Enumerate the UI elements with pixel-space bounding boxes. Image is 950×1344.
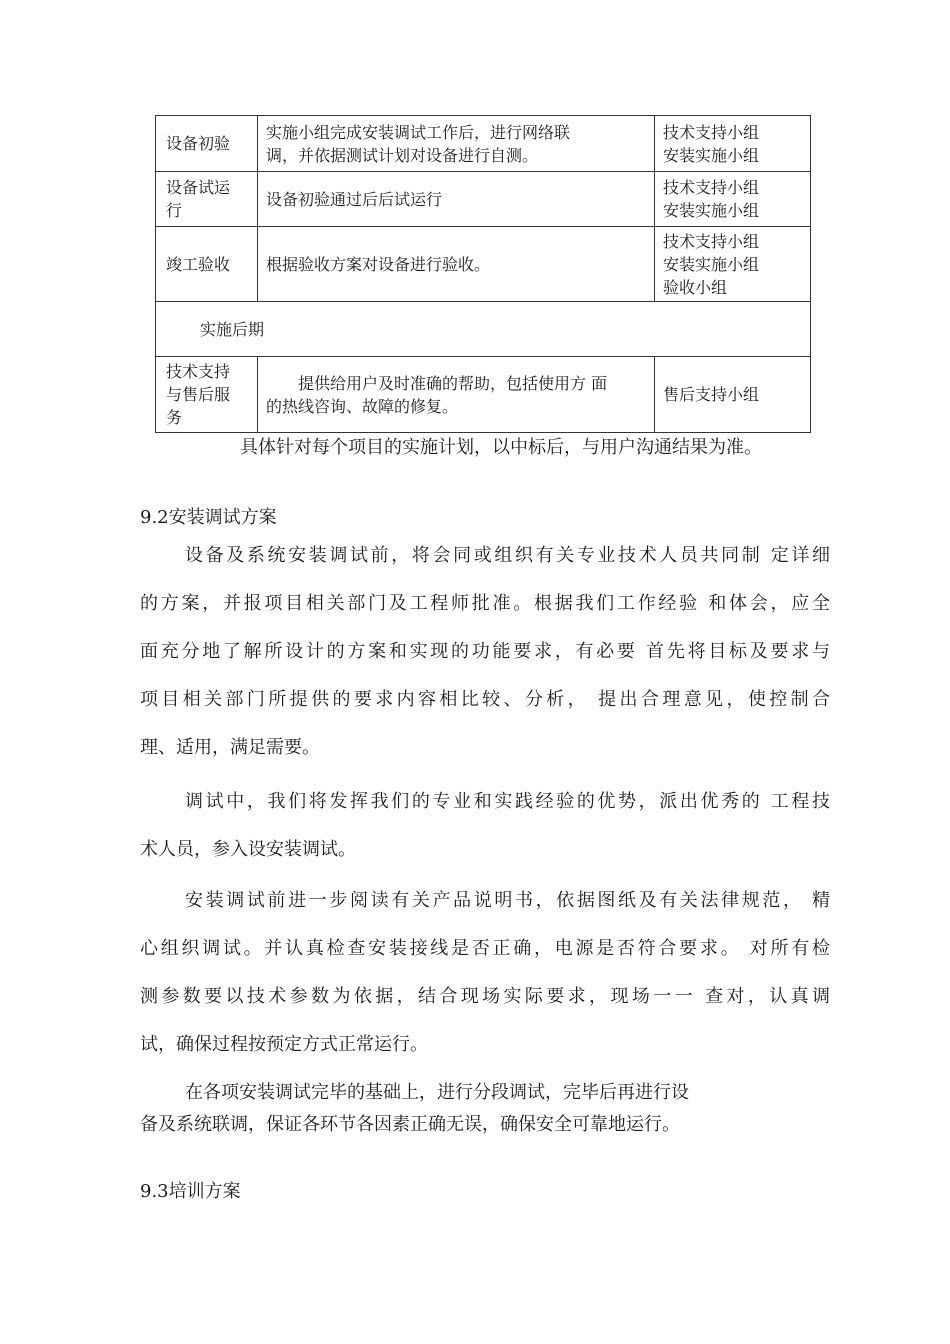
responsible-cell	[655, 227, 811, 302]
stage-text: 设备试运	[166, 178, 231, 197]
responsible-text: 技术支持小组	[663, 231, 760, 251]
implementation-plan-table	[155, 115, 811, 433]
section-heading-9-3: 9.3培训方案	[140, 1181, 241, 1202]
stage-text: 竣工验收	[166, 254, 231, 274]
stage-text: 务	[166, 408, 183, 427]
paragraph-line: 理、适用，满足需要。	[140, 737, 320, 758]
responsible-text: 技术支持小组	[663, 122, 760, 142]
table-row	[156, 172, 811, 227]
responsible-text: 安装实施小组	[663, 201, 760, 220]
phase-text: 实施后期	[200, 319, 265, 339]
stage-cell	[156, 116, 258, 172]
paragraph-line: 试，确保过程按预定方式正常运行。	[140, 1034, 428, 1055]
paragraph	[140, 877, 830, 1069]
section-heading-9-2: 9.2安装调试方案	[140, 507, 277, 528]
description-cell	[258, 116, 655, 172]
paragraph-line: 面充分地了解所设计的方案和实现的功能要求，有必要 首先将目标及要求与	[140, 641, 830, 662]
stage-cell	[156, 172, 258, 227]
responsible-cell	[655, 116, 811, 172]
table-note: 具体针对每个项目的实施计划，以中标后，与用户沟通结果为准。	[240, 437, 762, 458]
description-cell	[258, 357, 655, 433]
stage-cell	[156, 227, 258, 302]
phase-cell	[156, 302, 811, 357]
responsible-text: 验收小组	[663, 277, 728, 297]
paragraph-line: 心组织调试。并认真检查安装接线是否正确，电源是否符合要求。 对所有检	[140, 938, 830, 959]
table-row	[156, 116, 811, 172]
stage-text: 与售后服	[166, 385, 231, 404]
description-text: 的热线咨询、故障的修复。	[266, 396, 459, 416]
description-text: 调，并依据测试计划对设备进行自测。	[266, 145, 539, 165]
paragraph-line: 术人员，参入设安装调试。	[140, 839, 356, 860]
responsible-text: 技术支持小组	[663, 178, 760, 197]
stage-text: 设备初验	[166, 134, 231, 153]
description-text: 提供给用户及时准确的帮助，包括使用方 面	[298, 373, 608, 393]
description-cell	[258, 172, 655, 227]
paragraph-line: 设备及系统安装调试前，将会同或组织有关专业技术人员共同制 定详细	[185, 545, 830, 566]
description-text: 设备初验通过后后试运行	[266, 189, 443, 209]
paragraph	[140, 1077, 830, 1141]
responsible-text: 安装实施小组	[663, 254, 760, 274]
responsible-cell	[655, 357, 811, 433]
paragraph-line: 测参数要以技术参数为依据，结合现场实际要求，现场一一 查对，认真调	[140, 986, 830, 1007]
paragraph-line: 安装调试前进一步阅读有关产品说明书，依据图纸及有关法律规范， 精	[185, 890, 830, 911]
paragraph	[140, 532, 830, 772]
table-row	[156, 227, 811, 302]
responsible-text: 安装实施小组	[663, 145, 760, 165]
stage-text: 技术支持	[166, 362, 231, 381]
stage-text: 行	[166, 201, 183, 220]
paragraph-line: 项目相关部门所提供的要求内容相比较、分析， 提出合理意见，使控制合	[140, 689, 830, 710]
responsible-text: 售后支持小组	[663, 385, 760, 404]
table-row	[156, 302, 811, 357]
paragraph-line: 的方案，并报项目相关部门及工程师批准。根据我们工作经验 和体会，应全	[140, 593, 830, 614]
paragraph-line: 在各项安装调试完毕的基础上，进行分段调试，完毕后再进行设	[185, 1082, 689, 1103]
responsible-cell	[655, 172, 811, 227]
description-text: 根据验收方案对设备进行验收。	[266, 254, 491, 274]
paragraph-line: 调试中，我们将发挥我们的专业和实践经验的优势，派出优秀的 工程技	[185, 791, 830, 812]
paragraph-line: 备及系统联调，保证各环节各因素正确无误，确保安全可靠地运行。	[140, 1114, 680, 1135]
stage-cell	[156, 357, 258, 433]
table-row	[156, 357, 811, 433]
description-cell	[258, 227, 655, 302]
description-text: 实施小组完成安装调试工作后，进行网络联	[266, 122, 571, 142]
paragraph	[140, 778, 830, 874]
